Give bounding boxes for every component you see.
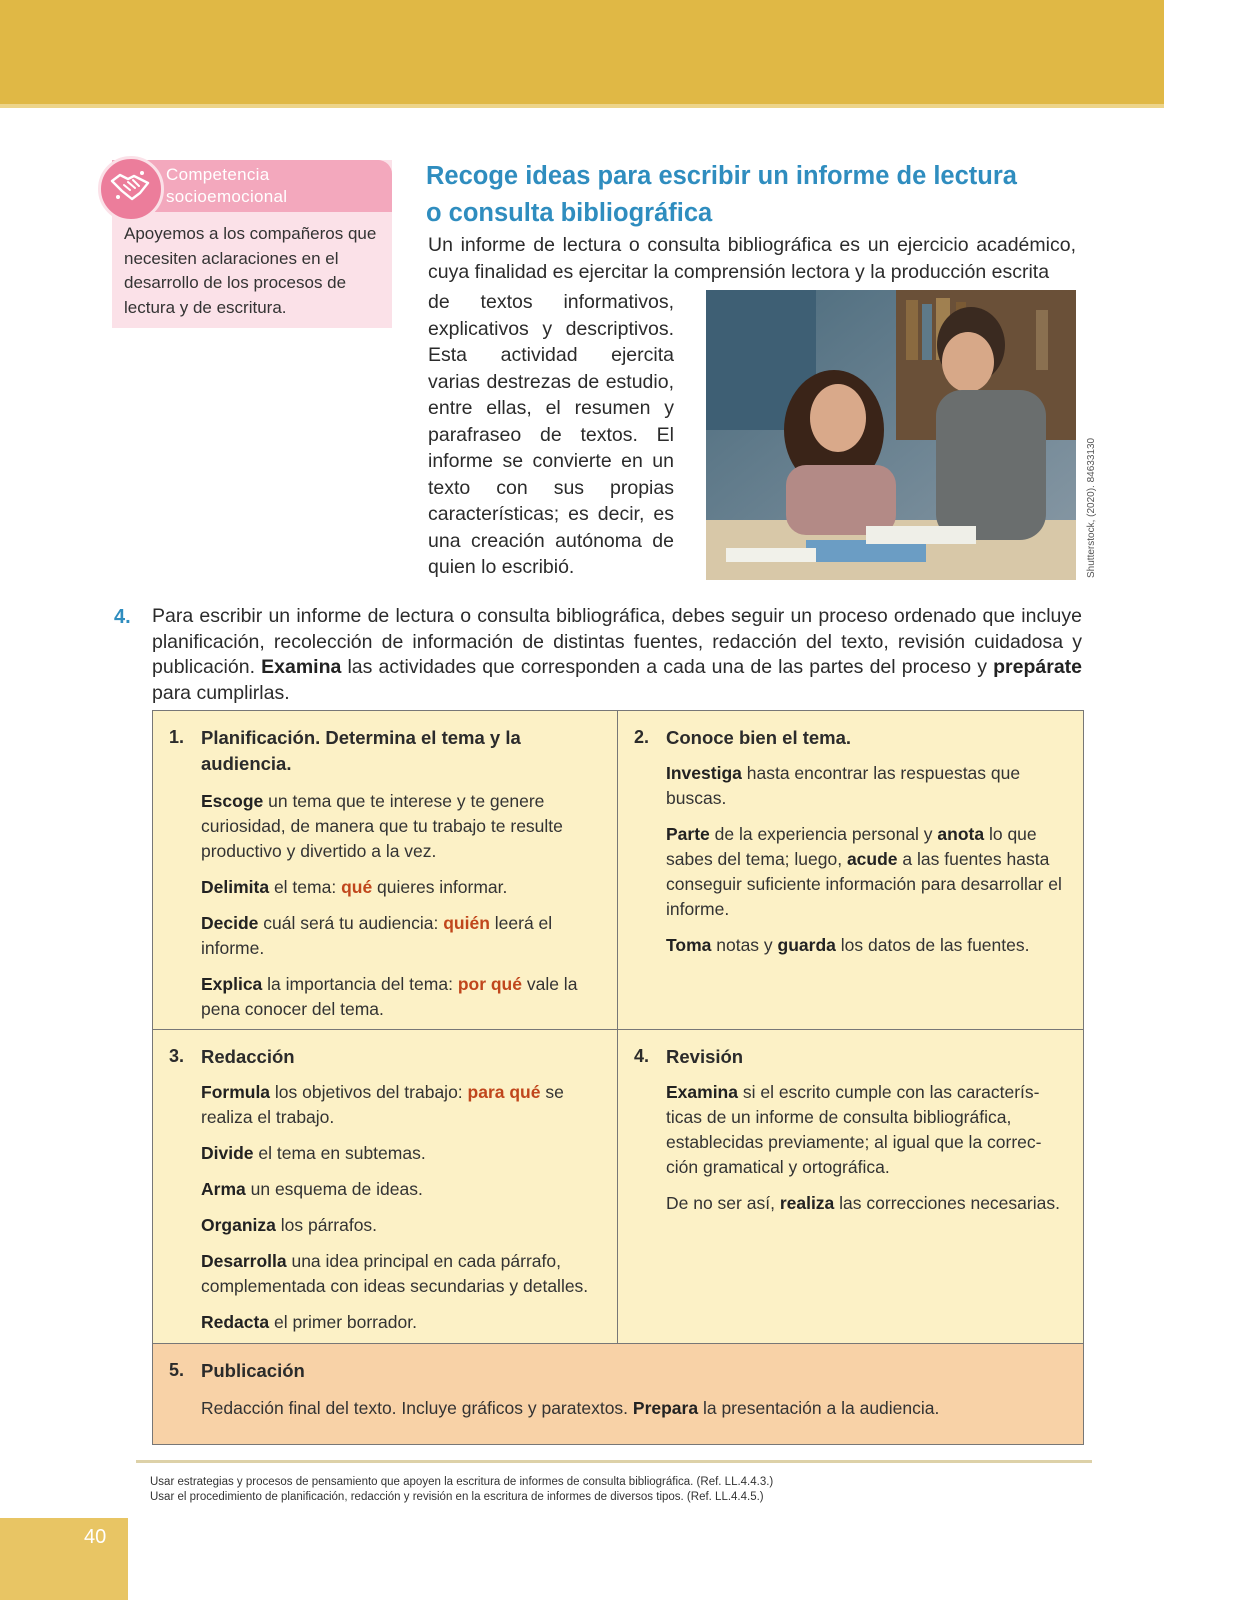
top-color-band [0, 0, 1164, 104]
cell-redaccion: 3. Redacción Formula los objetivos del trabajo: para qué se realiza el trabajo. Divide el tema en subtemas. Arma un esquema de ideas. Organiza los párrafos. Desarrolla una idea principal en cada párrafo, complementada con ideas secundarias y detalles. Redacta el primer borrador. [153, 1030, 618, 1344]
competencia-text: Apoyemos a los compañeros que necesiten aclaraciones en el desarrollo de los procesos de lectura y de escritura. [124, 224, 377, 317]
footer-rule [136, 1460, 1092, 1463]
photo-credit: Shutterstock, (2020). 84633130 [1086, 437, 1097, 578]
section-heading: Recoge ideas para escribir un informe de lectura o consulta bibliográfica [426, 162, 1017, 227]
cell-title: Planificación. Determina el tema y la audiencia. [201, 727, 521, 774]
cell-planificacion: 1. Planificación. Determina el tema y la audiencia. Escoge un tema que te interese y te genere curiosidad, de manera que tu trabajo te resulte productivo y divertido a la vez. Delimita el tema: qué quieres informar. Decide cuál será tu audiencia: quién leerá el informe. Explica la importancia del tema: por qué vale la pena conocer del tema. [153, 711, 618, 1030]
activity-text: Para escribir un informe de lectura o consulta bibliográfica, debes seguir un proceso ordenado que incluye planificación, recolección de información de distintas fuentes, redacción del texto, revisión cuidadosa y publicación. Examina las actividades que corresponden a cada una de las partes del proceso y prepárate para cumplirlas. [152, 605, 1082, 704]
process-table [152, 710, 1084, 1445]
competencia-title: Competencia socioemocional [166, 165, 288, 206]
page-tab [0, 1518, 128, 1600]
cell-title: Redacción [201, 1046, 295, 1067]
intro-paragraph-full: Un informe de lectura o consulta bibliográfica es un ejercicio académico, cuya finalidad es ejercitar la comprensión lectora y la producción escrita [428, 234, 1076, 283]
curriculum-notes: Usar estrategias y procesos de pensamiento que apoyen la escritura de informes de consulta bibliográfica. (Ref. LL.4.4.3.) Usar el procedimiento de planificación, redacción y revisión en la escritura de informes de diversos tipos. (Ref. LL.4.4.5.) [150, 1476, 774, 1503]
cell-title: Conoce bien el tema. [666, 727, 852, 748]
intro-paragraph-column: de textos informativos, explicativos y descriptivos. Esta actividad ejercita varias destrezas de estudio, entre ellas, el resumen y parafraseo de textos. El informe se convierte en un texto con sus propias características; es decir, es una creación autónoma de quien lo escribió. [428, 291, 674, 578]
cell-publicacion: 5. Publicación Redacción final del texto. Incluye gráficos y paratextos. Prepara la presentación a la audiencia. [153, 1344, 1083, 1444]
handshake-icon [98, 156, 164, 222]
cell-title: Publicación [201, 1360, 305, 1381]
students-photo [706, 290, 1076, 580]
page-number: 40 [84, 1526, 107, 1548]
cell-title: Revisión [666, 1046, 744, 1067]
competencia-box [112, 160, 392, 328]
cell-conoce-tema: 2. Conoce bien el tema. Investiga hasta encontrar las respuestas que buscas. Parte de la experiencia personal y anota lo que sabes del tema; luego, acude a las fuentes hasta conseguir suficiente información para desarrollar el informe. Toma notas y guarda los datos de las fuentes. [618, 711, 1083, 1030]
activity-number: 4. [114, 606, 131, 628]
cell-revision: 4. Revisión Examina si el escrito cumple con las caracterís-ticas de un informe de consulta bibliográfica, establecidas previamente; al igual que la correc-ción gramatical y ortográfica. De no ser así, realiza las correcciones necesarias. [618, 1030, 1083, 1344]
